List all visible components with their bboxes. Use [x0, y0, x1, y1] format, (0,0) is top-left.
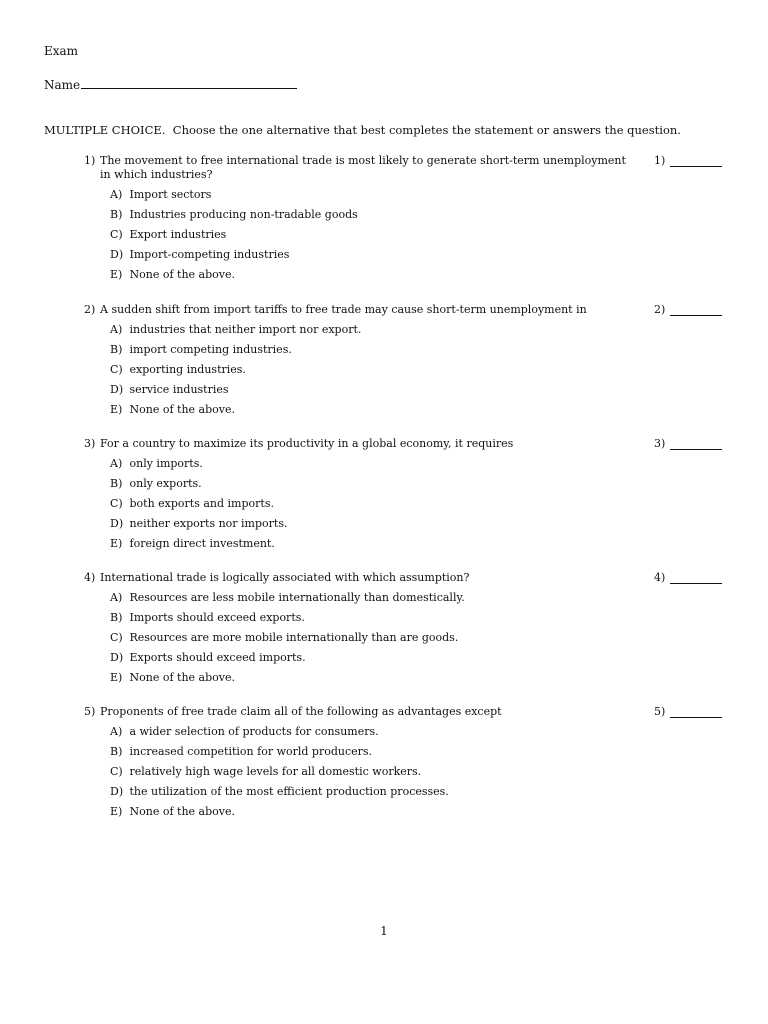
option-text: exporting industries.	[129, 363, 246, 376]
option-letter: B)	[110, 477, 123, 490]
question-stem	[84, 437, 634, 451]
answer-blank-line[interactable]	[670, 717, 722, 718]
question-number: 1)	[84, 154, 96, 167]
question-text: A sudden shift from import tariffs to free trade may cause short-term unemployment in	[100, 303, 587, 316]
option-text: service industries	[129, 383, 229, 396]
answer-blank-line[interactable]	[670, 583, 722, 584]
answer-slot[interactable]	[654, 705, 665, 719]
option-letter: E)	[110, 805, 123, 818]
option-a[interactable]	[110, 591, 768, 605]
option-letter: D)	[110, 651, 124, 664]
option-text: foreign direct investment.	[129, 537, 275, 550]
option-text: the utilization of the most efficient production processes.	[129, 785, 449, 798]
question-number: 2)	[84, 303, 96, 316]
question-stem	[84, 154, 634, 182]
option-text: Imports should exceed exports.	[129, 611, 305, 624]
question-stem	[84, 571, 634, 585]
answer-number: 5)	[654, 705, 666, 718]
answer-blank-line[interactable]	[670, 166, 722, 167]
option-c[interactable]	[110, 765, 768, 779]
option-a[interactable]	[110, 323, 768, 337]
option-text: None of the above.	[129, 268, 235, 281]
option-e[interactable]	[110, 403, 768, 417]
question-5	[84, 705, 768, 819]
option-letter: E)	[110, 268, 123, 281]
option-letter: B)	[110, 208, 123, 221]
option-text: None of the above.	[129, 671, 235, 684]
option-text: increased competition for world producers.	[129, 745, 373, 758]
answer-slot[interactable]	[654, 437, 665, 451]
option-letter: D)	[110, 248, 124, 261]
question-number: 4)	[84, 571, 96, 584]
option-letter: D)	[110, 785, 124, 798]
answer-slot[interactable]	[654, 571, 665, 585]
question-number: 5)	[84, 705, 96, 718]
option-c[interactable]	[110, 228, 768, 242]
answer-number: 2)	[654, 303, 666, 316]
option-letter: D)	[110, 517, 124, 530]
option-text: Exports should exceed imports.	[129, 651, 306, 664]
question-stem	[84, 705, 634, 719]
answer-blank-line[interactable]	[670, 315, 722, 316]
option-text: Import sectors	[129, 188, 212, 201]
question-text: The movement to free international trade is most likely to generate short-term unemployment in which industries?	[100, 154, 626, 181]
option-letter: B)	[110, 343, 123, 356]
option-c[interactable]	[110, 631, 768, 645]
option-b[interactable]	[110, 343, 768, 357]
question-text: For a country to maximize its productivity in a global economy, it requires	[100, 437, 514, 450]
question-4	[84, 571, 768, 685]
option-text: industries that neither import nor export.	[129, 323, 362, 336]
question-1	[84, 154, 768, 282]
question-number: 3)	[84, 437, 96, 450]
option-text: Resources are less mobile internationally than domestically.	[129, 591, 465, 604]
option-letter: E)	[110, 671, 123, 684]
name-blank-line[interactable]	[81, 76, 297, 89]
option-e[interactable]	[110, 671, 768, 685]
option-text: Export industries	[129, 228, 227, 241]
option-d[interactable]	[110, 785, 768, 799]
answer-blank-line[interactable]	[670, 449, 722, 450]
option-letter: C)	[110, 765, 123, 778]
option-b[interactable]	[110, 611, 768, 625]
option-text: relatively high wage levels for all domestic workers.	[129, 765, 422, 778]
option-letter: C)	[110, 497, 123, 510]
option-letter: E)	[110, 537, 123, 550]
option-letter: C)	[110, 631, 123, 644]
option-a[interactable]	[110, 188, 768, 202]
option-d[interactable]	[110, 517, 768, 531]
option-letter: A)	[110, 591, 123, 604]
option-text: None of the above.	[129, 805, 235, 818]
option-a[interactable]	[110, 457, 768, 471]
option-e[interactable]	[110, 805, 768, 819]
page-number: 1	[380, 924, 388, 938]
option-text: None of the above.	[129, 403, 235, 416]
option-e[interactable]	[110, 268, 768, 282]
option-d[interactable]	[110, 383, 768, 397]
option-b[interactable]	[110, 477, 768, 491]
answer-slot[interactable]	[654, 303, 665, 317]
answer-number: 1)	[654, 154, 666, 167]
option-text: neither exports nor imports.	[129, 517, 288, 530]
question-text: Proponents of free trade claim all of the following as advantages except	[100, 705, 502, 718]
question-2	[84, 303, 768, 417]
option-c[interactable]	[110, 363, 768, 377]
option-letter: A)	[110, 188, 123, 201]
option-letter: A)	[110, 323, 123, 336]
question-3	[84, 437, 768, 551]
option-letter: E)	[110, 403, 123, 416]
answer-number: 4)	[654, 571, 666, 584]
question-text: International trade is logically associated with which assumption?	[100, 571, 470, 584]
option-b[interactable]	[110, 745, 768, 759]
instructions	[44, 123, 681, 137]
name-label: Name	[44, 78, 81, 92]
option-d[interactable]	[110, 248, 768, 262]
option-letter: B)	[110, 745, 123, 758]
option-text: Resources are more mobile internationally than are goods.	[129, 631, 459, 644]
option-text: only imports.	[129, 457, 203, 470]
option-text: a wider selection of products for consumers.	[129, 725, 379, 738]
option-b[interactable]	[110, 208, 768, 222]
exam-label: Exam	[44, 44, 79, 58]
option-letter: A)	[110, 725, 123, 738]
option-text: Import-competing industries	[129, 248, 290, 261]
option-a[interactable]	[110, 725, 768, 739]
option-c[interactable]	[110, 497, 768, 511]
option-letter: B)	[110, 611, 123, 624]
option-text: import competing industries.	[129, 343, 292, 356]
option-text: Industries producing non-tradable goods	[129, 208, 358, 221]
option-text: both exports and imports.	[129, 497, 274, 510]
option-e[interactable]	[110, 537, 768, 551]
option-text: only exports.	[129, 477, 202, 490]
option-letter: D)	[110, 383, 124, 396]
answer-number: 3)	[654, 437, 666, 450]
section-title: MULTIPLE CHOICE.	[44, 123, 166, 137]
question-stem	[84, 303, 634, 317]
instructions-text: Choose the one alternative that best completes the statement or answers the question.	[172, 123, 681, 137]
answer-slot[interactable]	[654, 154, 665, 168]
option-d[interactable]	[110, 651, 768, 665]
option-letter: C)	[110, 228, 123, 241]
option-letter: C)	[110, 363, 123, 376]
name-row	[44, 76, 297, 92]
option-letter: A)	[110, 457, 123, 470]
